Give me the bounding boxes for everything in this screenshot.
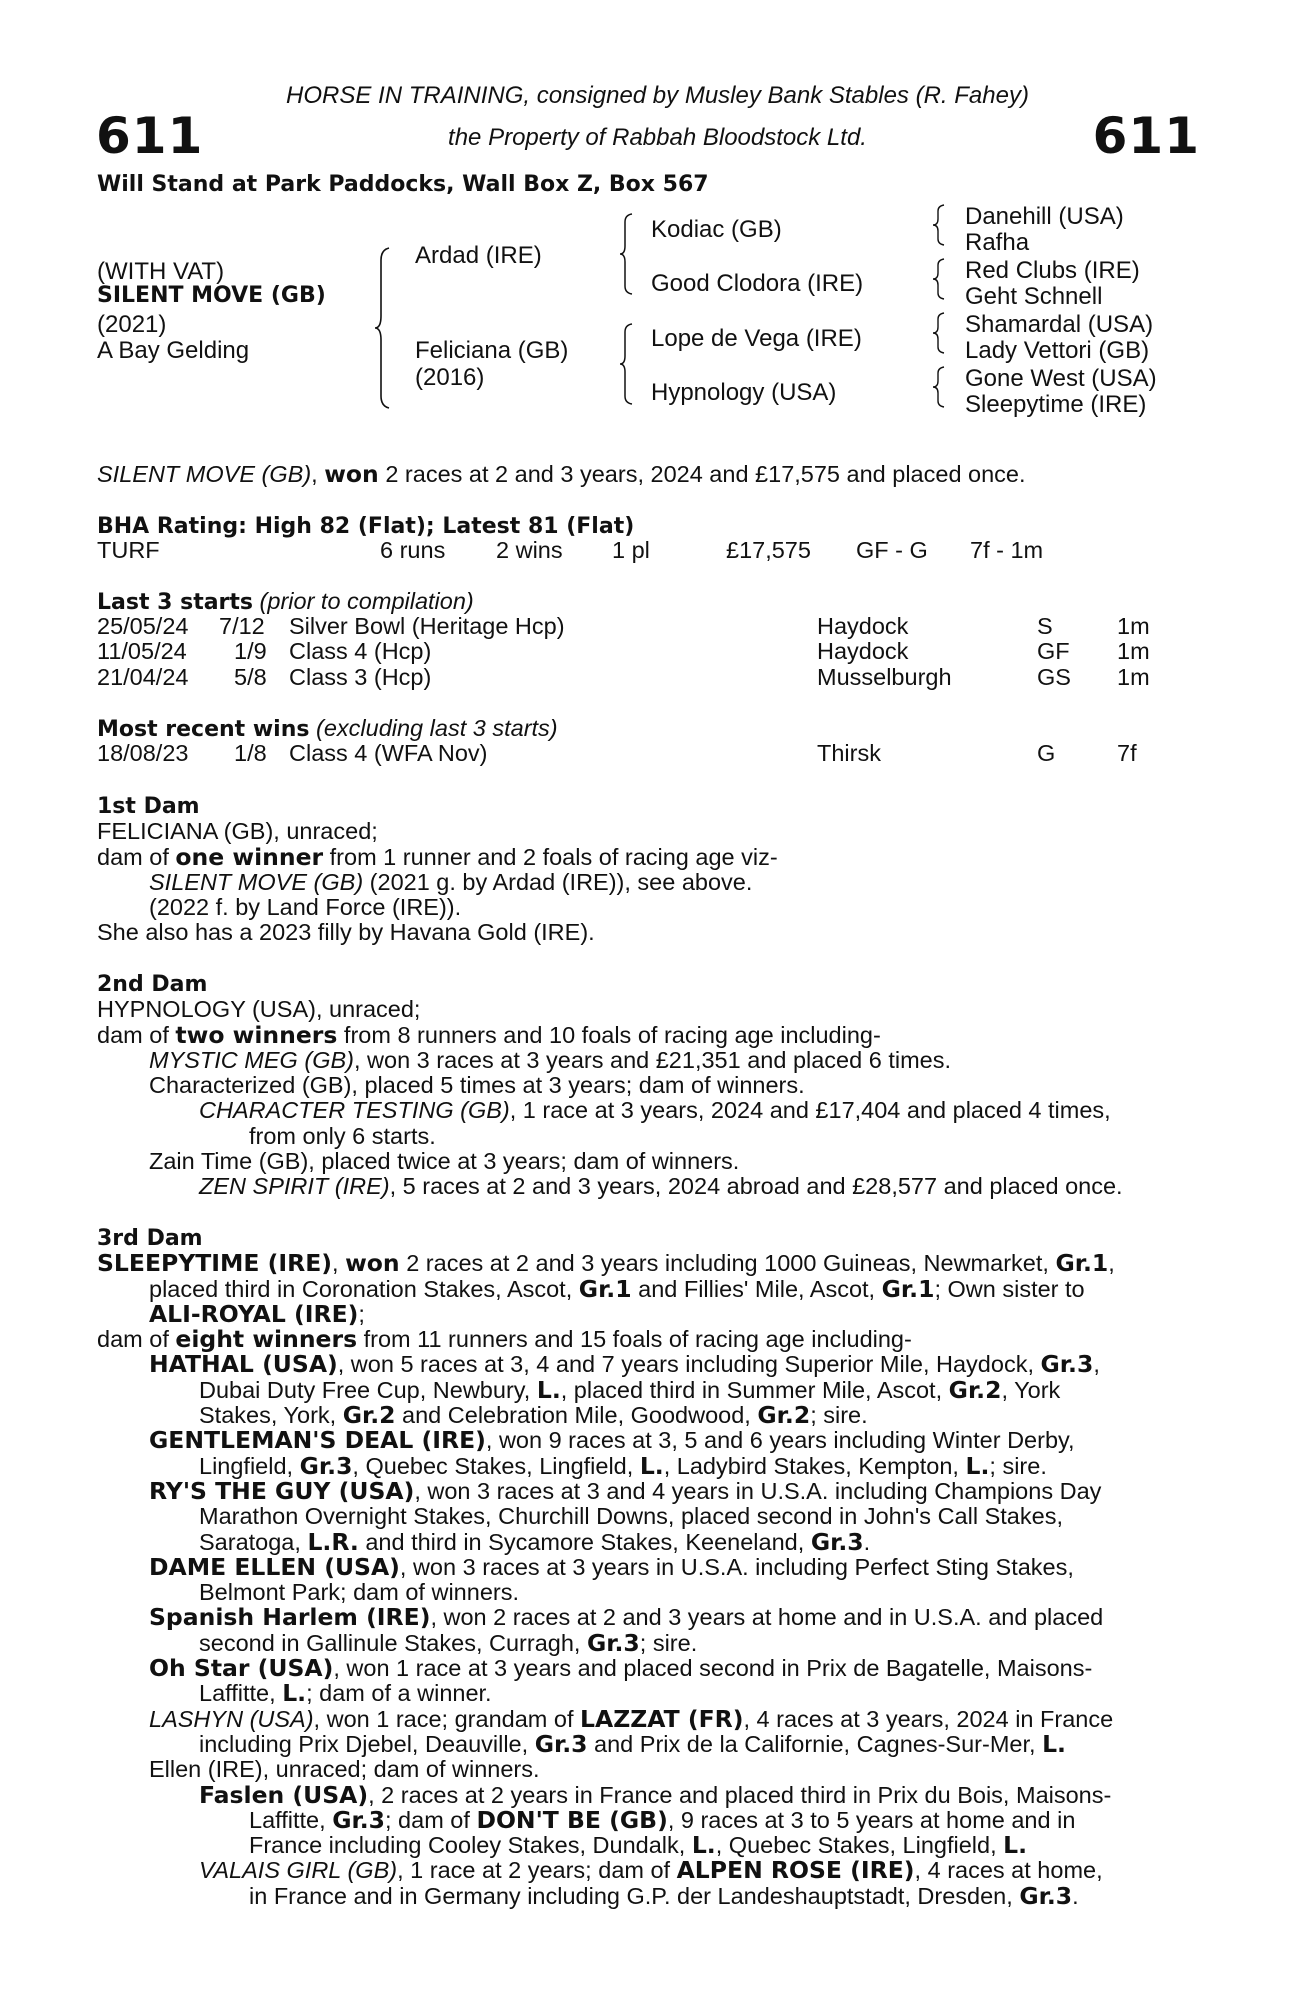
- start-race: Class 4 (Hcp): [289, 638, 432, 665]
- table-row: [97, 614, 1207, 639]
- first-dam-line-1: FELICIANA (GB), unraced;: [97, 818, 378, 845]
- third-dam-line-6: Dubai Duty Free Cup, Newbury, L., placed third in Summer Mile, Ascot, Gr.2, York: [199, 1375, 1061, 1404]
- rating-placed: 1 pl: [612, 537, 650, 563]
- summary-name: SILENT MOVE (GB): [97, 461, 312, 487]
- third-dam-line-22: Faslen (USA), 2 races at 2 years in France and placed third in Prix du Bois, Maisons-: [199, 1780, 1112, 1809]
- rating-runs: 6 runs: [380, 537, 446, 563]
- gen4-7: Gone West (USA): [965, 365, 1157, 392]
- recent-wins-heading: [97, 716, 558, 742]
- rating-distance: 7f - 1m: [970, 537, 1044, 563]
- third-dam-line-10: RY'S THE GUY (USA), won 3 races at 3 and 4 years in U.S.A. including Champions Day: [149, 1476, 1102, 1505]
- summary-won: won: [324, 460, 379, 488]
- start-pos: 5/8: [234, 663, 267, 690]
- gen4-5: Shamardal (USA): [965, 311, 1154, 338]
- start-race: Silver Bowl (Heritage Hcp): [289, 613, 565, 639]
- third-dam-line-17: Oh Star (USA), won 1 race at 3 years and placed second in Prix de Bagatelle, Maisons-: [149, 1654, 1093, 1683]
- table-row: [97, 665, 1207, 690]
- start-date: 21/04/24: [97, 663, 189, 690]
- third-dam-line-2: placed third in Coronation Stakes, Ascot, Gr.1 and Fillies' Mile, Ascot, Gr.1; Own sister to: [149, 1274, 1085, 1303]
- lot-number-right: 611: [1092, 107, 1200, 165]
- race-summary: [97, 462, 1026, 487]
- table-row: [97, 639, 1207, 664]
- sire-dam: Good Clodora (IRE): [651, 270, 864, 297]
- pedigree-brace-3: [620, 322, 640, 407]
- start-dist: 1m: [1117, 638, 1150, 665]
- third-dam-line-26: in France and in Germany including G.P. der Landeshauptstadt, Dresden, Gr.3.: [249, 1881, 1079, 1910]
- second-dam-section: [97, 972, 1205, 1200]
- second-dam-line-7: Zain Time (GB), placed twice at 3 years; dam of winners.: [149, 1148, 740, 1175]
- sire: Ardad (IRE): [415, 242, 542, 269]
- dam: Feliciana (GB): [415, 337, 569, 364]
- gen4-6: Lady Vettori (GB): [965, 337, 1150, 364]
- start-course: Haydock: [817, 613, 909, 639]
- second-dam-line-3: MYSTIC MEG (GB), won 3 races at 3 years and £21,351 and placed 6 times.: [149, 1046, 951, 1073]
- property-line: the Property of Rabbah Bloodstock Ltd.: [448, 124, 867, 151]
- sire-sire: Kodiac (GB): [651, 216, 782, 243]
- third-dam-title: 3rd Dam: [97, 1226, 203, 1251]
- first-dam-line-2: dam of one winner from 1 runner and 2 foals of racing age viz-: [97, 842, 778, 871]
- rating-wins: 2 wins: [496, 537, 563, 563]
- last-starts-table: [97, 614, 1207, 690]
- start-going: GS: [1037, 663, 1071, 690]
- start-going: GF: [1037, 638, 1070, 665]
- recent-wins-table: [97, 741, 1207, 766]
- rating-title: BHA Rating: High 82 (Flat); Latest 81 (Flat): [97, 514, 635, 539]
- start-going: S: [1037, 613, 1053, 639]
- start-date: 25/05/24: [97, 613, 189, 639]
- second-dam-line-6: from only 6 starts.: [249, 1122, 436, 1149]
- third-dam-line-15: Spanish Harlem (IRE), won 2 races at 2 and 3 years at home and in U.S.A. and placed: [149, 1603, 1104, 1632]
- rating-surface: TURF: [97, 537, 160, 563]
- dam-year: (2016): [415, 364, 485, 391]
- start-pos: 7/12: [219, 613, 265, 639]
- start-dist: 1m: [1117, 663, 1150, 690]
- start-course: Haydock: [817, 638, 909, 665]
- summary-rest: 2 races at 2 and 3 years, 2024 and £17,575 and placed once.: [378, 461, 1026, 487]
- third-dam-line-19: LASHYN (USA), won 1 race; grandam of LAZZAT (FR), 4 races at 3 years, 2024 in France: [149, 1704, 1114, 1733]
- horse-description: A Bay Gelding: [97, 337, 250, 364]
- third-dam-line-24: France including Cooley Stakes, Dundalk, L., Quebec Stakes, Lingfield, L.: [249, 1831, 1028, 1860]
- third-dam-line-23: Laffitte, Gr.3; dam of DON'T BE (GB), 9 races at 3 to 5 years at home and in: [249, 1805, 1076, 1834]
- last-starts-title: Last 3 starts: [97, 590, 254, 615]
- win-going: G: [1037, 740, 1056, 766]
- win-date: 18/08/23: [97, 740, 189, 766]
- third-dam-line-16: second in Gallinule Stakes, Curragh, Gr.3; sire.: [199, 1628, 698, 1657]
- table-row: [97, 741, 1207, 766]
- pedigree-brace-5: [933, 257, 951, 301]
- gen4-2: Rafha: [965, 229, 1030, 256]
- lot-number-left: 611: [96, 107, 204, 165]
- second-dam-line-2: dam of two winners from 8 runners and 10 foals of racing age including-: [97, 1020, 881, 1049]
- second-dam-line-8: ZEN SPIRIT (IRE), 5 races at 2 and 3 years, 2024 abroad and £28,577 and placed once.: [199, 1173, 1123, 1200]
- horse-name: SILENT MOVE (GB): [97, 283, 326, 308]
- gen4-8: Sleepytime (IRE): [965, 391, 1147, 418]
- gen4-3: Red Clubs (IRE): [965, 257, 1140, 284]
- gen4-1: Danehill (USA): [965, 203, 1124, 230]
- pedigree-brace-6: [933, 311, 951, 355]
- rating-going: GF - G: [856, 537, 928, 563]
- last-starts-note: (prior to compilation): [253, 588, 474, 614]
- recent-wins-note: (excluding last 3 starts): [309, 715, 558, 741]
- second-dam-line-1: HYPNOLOGY (USA), unraced;: [97, 996, 421, 1023]
- pedigree-brace-7: [933, 365, 951, 409]
- summary-sep: ,: [311, 461, 325, 487]
- third-dam-line-3: ALI-ROYAL (IRE);: [149, 1299, 365, 1328]
- third-dam-line-21: Ellen (IRE), unraced; dam of winners.: [149, 1756, 540, 1783]
- third-dam-line-7: Stakes, York, Gr.2 and Celebration Mile, Goodwood, Gr.2; sire.: [199, 1401, 868, 1430]
- start-race: Class 3 (Hcp): [289, 663, 432, 690]
- first-dam-line-3: SILENT MOVE (GB) (2021 g. by Ardad (IRE)), see above.: [149, 868, 753, 895]
- first-dam-title: 1st Dam: [97, 794, 200, 819]
- second-dam-line-4: Characterized (GB), placed 5 times at 3 years; dam of winners.: [149, 1072, 805, 1099]
- start-pos: 1/9: [234, 638, 267, 665]
- third-dam-line-25: VALAIS GIRL (GB), 1 race at 2 years; dam of ALPEN ROSE (IRE), 4 races at home,: [199, 1856, 1103, 1885]
- rating-earnings: £17,575: [726, 537, 811, 563]
- third-dam-line-4: dam of eight winners from 11 runners and 15 foals of racing age including-: [97, 1325, 912, 1354]
- start-course: Musselburgh: [817, 663, 952, 690]
- third-dam-line-1: SLEEPYTIME (IRE), won 2 races at 2 and 3 years including 1000 Guineas, Newmarket, Gr.1,: [97, 1249, 1115, 1278]
- last-starts-heading: [97, 589, 474, 615]
- third-dam-line-14: Belmont Park; dam of winners.: [199, 1579, 519, 1606]
- third-dam-line-9: Lingfield, Gr.3, Quebec Stakes, Lingfield, L., Ladybird Stakes, Kempton, L.; sire.: [199, 1451, 1047, 1480]
- dam-dam: Hypnology (USA): [651, 379, 837, 406]
- pedigree-brace-1: [375, 246, 395, 411]
- first-dam-section: [97, 794, 1205, 946]
- recent-wins-title: Most recent wins: [97, 717, 310, 742]
- first-dam-line-4: (2022 f. by Land Force (IRE)).: [149, 894, 462, 921]
- gen4-4: Geht Schnell: [965, 283, 1103, 310]
- win-race: Class 4 (WFA Nov): [289, 740, 488, 766]
- first-dam-line-5: She also has a 2023 filly by Havana Gold (IRE).: [97, 919, 595, 946]
- third-dam-line-18: Laffitte, L.; dam of a winner.: [199, 1679, 492, 1708]
- third-dam-line-12: Saratoga, L.R. and third in Sycamore Stakes, Keeneland, Gr.3.: [199, 1527, 871, 1556]
- third-dam-line-5: HATHAL (USA), won 5 races at 3, 4 and 7 years including Superior Mile, Haydock, Gr.3,: [149, 1350, 1100, 1379]
- second-dam-title: 2nd Dam: [97, 972, 208, 997]
- win-course: Thirsk: [817, 740, 881, 766]
- third-dam-line-20: including Prix Djebel, Deauville, Gr.3 and Prix de la Californie, Cagnes-Sur-Mer, L.: [199, 1729, 1066, 1758]
- stand-info: Will Stand at Park Paddocks, Wall Box Z, Box 567: [97, 172, 709, 197]
- start-dist: 1m: [1117, 613, 1150, 639]
- start-date: 11/05/24: [97, 638, 187, 665]
- third-dam-line-11: Marathon Overnight Stakes, Churchill Downs, placed second in John's Call Stakes,: [199, 1503, 1063, 1530]
- win-dist: 7f: [1117, 740, 1137, 766]
- third-dam-section: [97, 1226, 1205, 1909]
- pedigree-brace-4: [933, 203, 951, 247]
- third-dam-line-8: GENTLEMAN'S DEAL (IRE), won 9 races at 3, 5 and 6 years including Winter Derby,: [149, 1426, 1075, 1455]
- second-dam-line-5: CHARACTER TESTING (GB), 1 race at 3 years, 2024 and £17,404 and placed 4 times,: [199, 1097, 1111, 1124]
- horse-year: (2021): [97, 311, 167, 338]
- dam-sire: Lope de Vega (IRE): [651, 325, 862, 352]
- win-pos: 1/8: [234, 740, 267, 766]
- pedigree-brace-2: [620, 212, 640, 297]
- consignor-line: HORSE IN TRAINING, consigned by Musley Bank Stables (R. Fahey): [286, 82, 1029, 109]
- vat-note: (WITH VAT): [97, 258, 225, 285]
- third-dam-line-13: DAME ELLEN (USA), won 3 races at 3 years in U.S.A. including Perfect Sting Stakes,: [149, 1552, 1074, 1581]
